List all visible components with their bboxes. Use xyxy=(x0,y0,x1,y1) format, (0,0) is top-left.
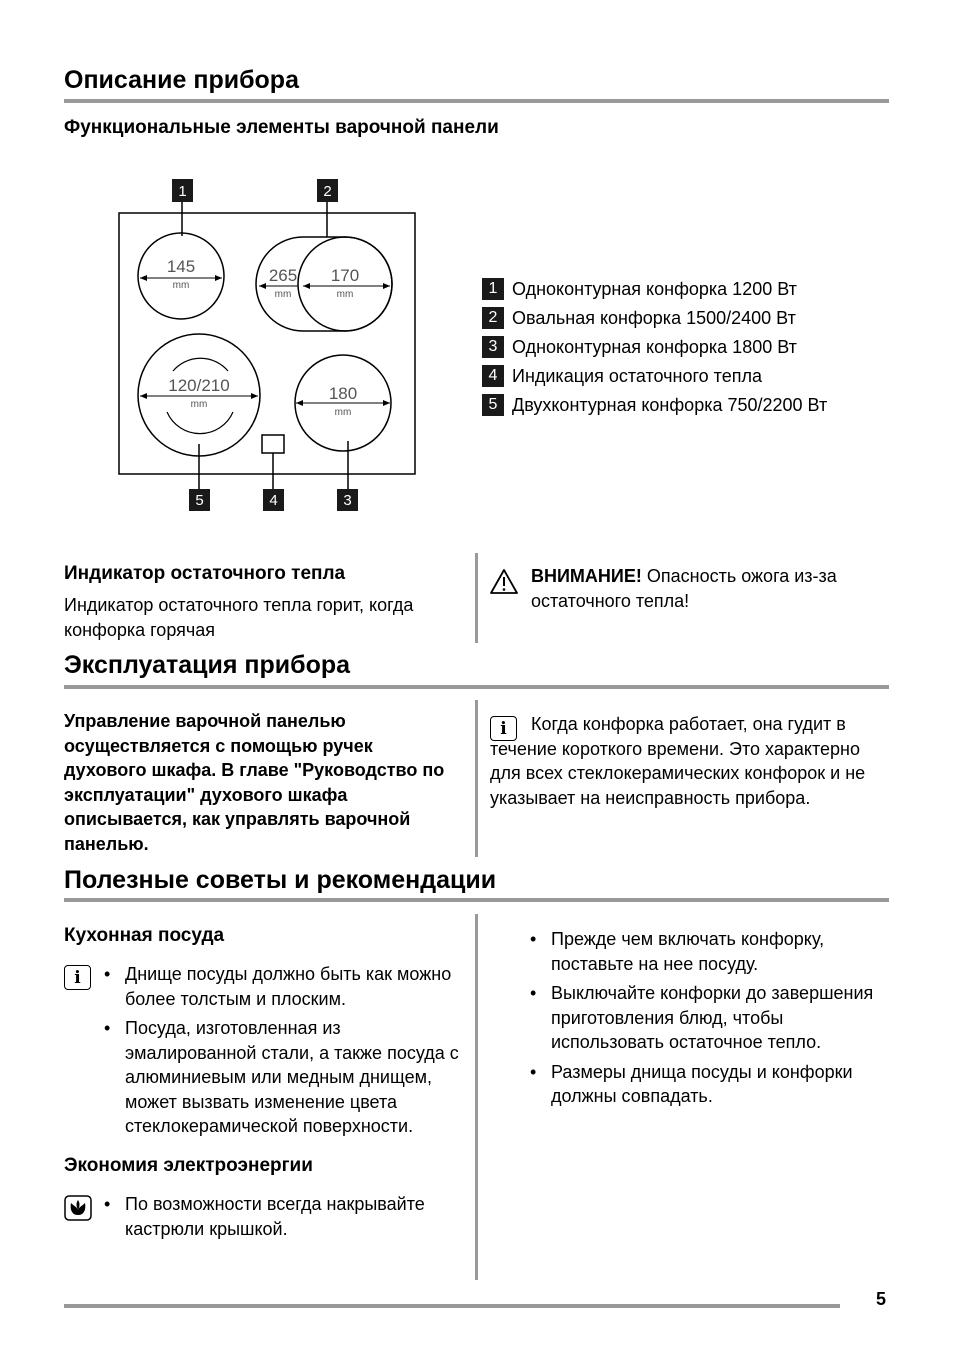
section-title-operation: Эксплуатация прибора xyxy=(64,651,351,679)
legend-text: Овальная конфорка 1500/2400 Вт xyxy=(512,307,796,328)
residual-heat-body: Индикатор остаточного тепла горит, когда конфорка горячая xyxy=(64,595,414,640)
list-item: • Прежде чем включать конфорку, поставьте на нее посуду. xyxy=(530,927,890,976)
legend-text: Одноконтурная конфорка 1800 Вт xyxy=(512,336,797,357)
zone-4-indicator xyxy=(262,435,284,453)
divider xyxy=(64,685,889,689)
callout-1-label: 1 xyxy=(178,183,187,200)
section-title-tips: Полезные советы и рекомендации xyxy=(64,866,497,894)
legend-num: 5 xyxy=(482,394,504,416)
legend-item-4 xyxy=(482,365,762,387)
zone-1-circle xyxy=(138,233,224,319)
zone-2-unit-a: mm xyxy=(274,289,292,300)
eco-leaf-icon xyxy=(64,1195,92,1221)
energy-list xyxy=(104,1192,464,1246)
footer-divider xyxy=(64,1304,840,1308)
zone-3-size: 180 xyxy=(328,384,358,403)
tips-right-list xyxy=(530,927,890,1114)
legend-text: Индикация остаточного тепла xyxy=(512,365,762,386)
legend-text: Двухконтурная конфорка 750/2200 Вт xyxy=(512,394,828,415)
page-number: 5 xyxy=(876,1289,887,1309)
operation-right-text: Когда конфорка работает, она гудит в течение короткого времени. Это характерно для всех стеклокерамических конфорок и не указывает на неисправность прибора. xyxy=(490,714,866,808)
column-divider xyxy=(475,700,478,857)
warning-label: ВНИМАНИЕ! xyxy=(531,566,642,586)
residual-heat-title: Индикатор остаточного тепла xyxy=(64,563,346,584)
energy-title: Экономия электроэнергии xyxy=(64,1155,313,1176)
zone-5-size: 120/210 xyxy=(168,376,230,395)
cookware-title: Кухонная посуда xyxy=(64,925,225,946)
zone-2-size-a: 265 xyxy=(268,266,298,285)
list-item: • Размеры днища посуды и конфорки должны совпадать. xyxy=(530,1060,890,1109)
legend-item-1 xyxy=(482,278,797,300)
warning-icon xyxy=(489,568,519,595)
zone-5-unit: mm xyxy=(190,399,208,410)
section-subtitle-elements: Функциональные элементы варочной панели xyxy=(64,117,499,138)
zone-1-unit: mm xyxy=(172,280,190,291)
info-icon: i xyxy=(490,716,517,741)
legend-item-5 xyxy=(482,394,827,416)
zone-2-unit-b: mm xyxy=(336,289,354,300)
zone-5-circle xyxy=(138,334,260,456)
hob-diagram xyxy=(110,176,430,516)
residual-heat-warning xyxy=(531,564,886,613)
list-item: • Посуда, изготовленная из эмалированной стали, а также посуда с алюминиевым или медным днищем, может вызвать изменение цвета стеклокерамической поверхности. xyxy=(104,1016,464,1139)
list-item: • Днище посуды должно быть как можно более толстым и плоским. xyxy=(104,962,464,1011)
legend-text: Одноконтурная конфорка 1200 Вт xyxy=(512,278,797,299)
zone-1-size: 145 xyxy=(166,257,196,276)
callout-3-label: 3 xyxy=(343,492,352,509)
zone-2-size-b: 170 xyxy=(330,266,360,285)
callout-5-label: 5 xyxy=(195,492,204,509)
divider xyxy=(64,99,889,103)
legend-num: 3 xyxy=(482,336,504,358)
callout-4-label: 4 xyxy=(269,492,278,509)
legend-num: 2 xyxy=(482,307,504,329)
warning-text: Опасность ожога из-за остаточного тепла! xyxy=(531,566,837,611)
legend-item-3 xyxy=(482,336,797,358)
divider xyxy=(64,898,889,902)
zone-3-unit: mm xyxy=(334,407,352,418)
legend-num: 1 xyxy=(482,278,504,300)
operation-left-text: Управление варочной панелью осуществляется с помощью ручек духового шкафа. В главе "Руководство по эксплуатации" духового шкафа описывается, как управлять варочной панелью. xyxy=(64,711,445,854)
list-item: • По возможности всегда накрывайте кастрюли крышкой. xyxy=(104,1192,464,1241)
column-divider xyxy=(475,553,478,643)
callout-2-label: 2 xyxy=(323,183,332,200)
legend-item-2 xyxy=(482,307,796,329)
column-divider xyxy=(475,914,478,1280)
info-icon: i xyxy=(64,965,91,990)
section-title-description: Описание прибора xyxy=(64,66,299,94)
legend-num: 4 xyxy=(482,365,504,387)
list-item: • Выключайте конфорки до завершения приготовления блюд, чтобы использовать остаточное тепло. xyxy=(530,981,890,1055)
cookware-list xyxy=(104,962,464,1144)
